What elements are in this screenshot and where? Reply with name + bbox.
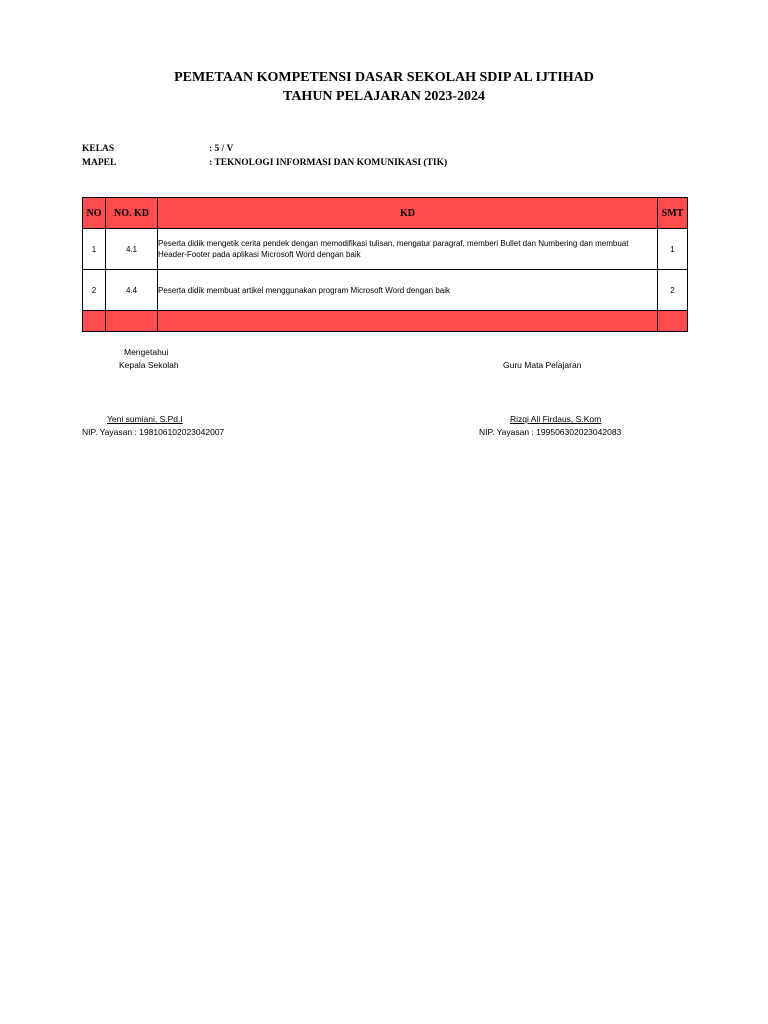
- cell-no: 1: [83, 229, 106, 270]
- document-title: PEMETAAN KOMPETENSI DASAR SEKOLAH SDIP AL IJTIHAD: [174, 70, 594, 85]
- cell-smt: 1: [658, 229, 688, 270]
- table-header-row: [83, 198, 688, 229]
- kepala-sekolah-label: Kepala Sekolah: [119, 360, 179, 370]
- cell-no-kd: 4.1: [106, 229, 158, 270]
- cell-no-kd: 4.4: [106, 270, 158, 311]
- mengetahui-label: Mengetahui: [124, 347, 169, 357]
- header-no-kd: NO. KD: [106, 198, 158, 229]
- kepala-sekolah-name: Yeni sumiani, S.Pd.I: [107, 414, 183, 424]
- cell-kd: Peserta didik mengetik cerita pendek dengan memodifikasi tulisan, mengatur paragraf, memberi Bullet dan Numbering dan membuat Header-Footer pada aplikasi Microsoft Word dengan baik: [158, 229, 658, 270]
- kelas-label: KELAS: [82, 144, 115, 154]
- mapel-label: MAPEL: [82, 158, 117, 168]
- mapel-value: : TEKNOLOGI INFORMASI DAN KOMUNIKASI (TIK): [209, 158, 448, 168]
- footer-cell: [83, 311, 106, 332]
- document-subtitle: TAHUN PELAJARAN 2023-2024: [283, 89, 485, 104]
- footer-cell: [658, 311, 688, 332]
- guru-nip: NIP. Yayasan : 199506302023042083: [479, 427, 622, 437]
- table-row: [83, 270, 688, 311]
- guru-label: Guru Mata Pelajaran: [503, 360, 582, 370]
- footer-cell: [158, 311, 658, 332]
- kd-table: [82, 197, 688, 332]
- cell-smt: 2: [658, 270, 688, 311]
- header-kd: KD: [158, 198, 658, 229]
- cell-no: 2: [83, 270, 106, 311]
- table-footer-row: [83, 311, 688, 332]
- guru-name: Rizqi Ali Firdaus, S.Kom: [510, 414, 602, 424]
- footer-cell: [106, 311, 158, 332]
- table-row: [83, 229, 688, 270]
- header-smt: SMT: [658, 198, 688, 229]
- kepala-sekolah-nip: NIP. Yayasan : 198106102023042007: [82, 427, 225, 437]
- kelas-value: : 5 / V: [209, 144, 234, 154]
- cell-kd: Peserta didik membuat artikel menggunakan program Microsoft Word dengan baik: [158, 270, 658, 311]
- header-no: NO: [83, 198, 106, 229]
